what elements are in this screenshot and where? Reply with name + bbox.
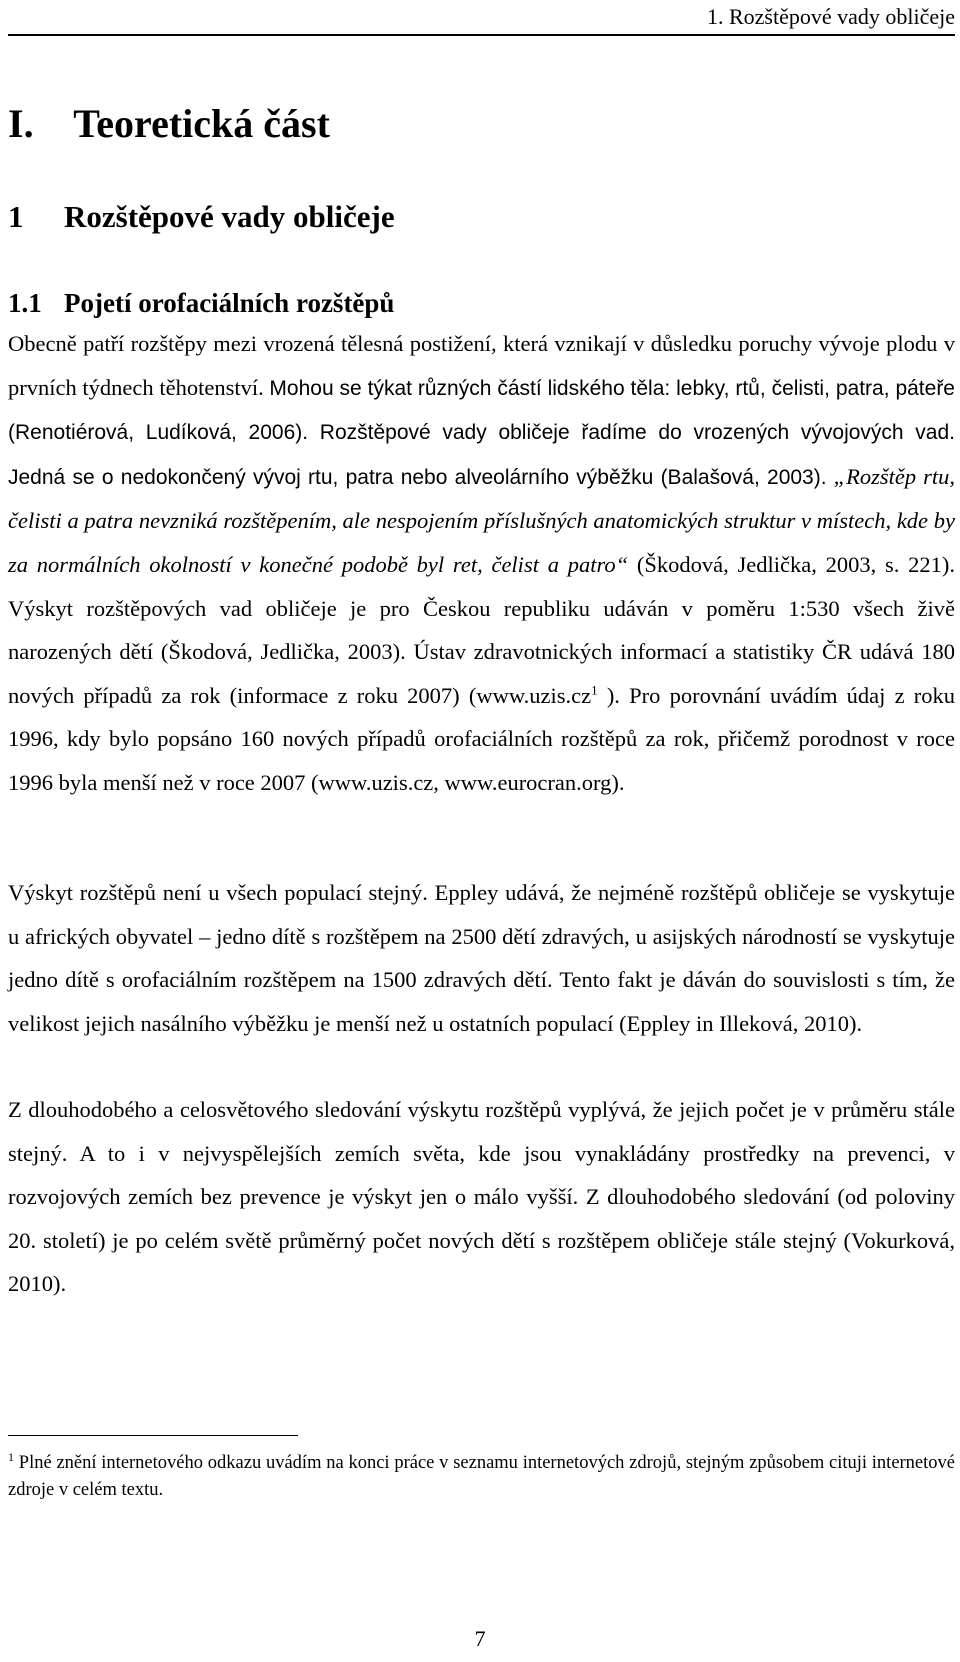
header-rule [8, 34, 955, 36]
paragraph-1-sentence-6: Pro porovnání uvádím údaj z roku 1996, kdy bylo popsáno 160 nových případů orofaciálních rozštěpů za rok, přičemž porodnost v roce 1996 byla menší než v roce 2007 (www.uzis.cz, www.eurocran.org). [8, 682, 956, 795]
footnote-number: 1 [8, 1449, 14, 1464]
chapter-number: 1 [8, 199, 24, 234]
paragraph-1-sentence-4: (Škodová, Jedlička, 2003, s. 221). Výskyt rozštěpových vad obličeje je pro Českou republiku udáván v poměru 1:530 všech živě narozených dětí (Škodová, Jedlička, 2003). Ústav zdravotnických informací a statistiky ČR udává 180 nových případů za rok (informace z roku 2007) (www.uzis.cz [8, 551, 956, 708]
section-number: 1.1 [8, 288, 42, 318]
section-heading [8, 286, 394, 320]
paragraph-1-sentence-1: Obecně patří rozštěpy mezi vrozená tělesná postižení, která vznikají v důsledku poruchy vývoje plodu v prvních týdnech těhotenství. [8, 331, 955, 400]
running-header: 1. Rozštěpové vady obličeje [706, 4, 955, 29]
paragraph-1-sentence-3: Jedná se o nedokončený vývoj rtu, patra nebo alveolárního výběžku (Balašová, 2003). [8, 465, 827, 489]
paragraph-3: Z dlouhodobého a celosvětového sledování výskytu rozštěpů vyplývá, že jejich počet je v průměru stále stejný. A to i v nejvyspělejších zemích světa, kde jsou vynakládány prostředky na prevenci, v rozvojových zemích bez prevence je výskyt jen o málo vyšší. Z dlouhodobého sledování (od poloviny 20. století) je po celém světě průměrný počet nových dětí s rozštěpem obličeje stále stejný (Vokurková, 2010). [8, 1097, 955, 1297]
paragraph-1 [8, 322, 955, 805]
part-number: I. [8, 101, 34, 146]
part-heading [8, 100, 330, 148]
part-title: Teoretická část [73, 101, 330, 146]
paragraph-2: Výskyt rozštěpů není u všech populací stejný. Eppley udává, že nejméně rozštěpů obličeje se vyskytuje u afrických obyvatel – jedno dítě s rozštěpem na 2500 dětí zdravých, u asijských národností se vyskytuje jedno dítě s orofaciálním rozštěpem na 1500 zdravých dětí. Tento fakt je dáván do souvislosti s tím, že velikost jejich nasálního výběžku je menší než u ostatních populací (Eppley in Illeková, 2010). [8, 880, 955, 1036]
footnote-separator [8, 1435, 298, 1436]
section-title: Pojetí orofaciálních rozštěpů [64, 288, 395, 318]
footnote-text: Plné znění internetového odkazu uvádím na konci práce v seznamu internetových zdrojů, stejným způsobem cituji internetové zdroje v celém textu. [8, 1453, 955, 1500]
chapter-heading [8, 198, 395, 236]
page-number: 7 [474, 1626, 486, 1651]
footnote-reference: 1 [591, 682, 598, 698]
footnote [8, 1450, 955, 1504]
chapter-title: Rozštěpové vady obličeje [64, 199, 395, 234]
paragraph-1-quote: „Rozštěp rtu, čelisti a patra nevzniká rozštěpením, ale nespojením příslušných anatomických struktur v místech, kde by za normálních okolností v konečné podobě byl ret, čelist a patro“ [8, 463, 956, 577]
paragraph-1-sentence-2: Mohou se týkat různých částí lidského těla: lebky, rtů, čelisti, patra, páteře (Renotiérová, Ludíková, 2006). Rozštěpové vady obličeje řadíme do vrozených vývojových vad. [8, 376, 955, 445]
paragraph-1-sentence-5: ). [606, 682, 620, 708]
